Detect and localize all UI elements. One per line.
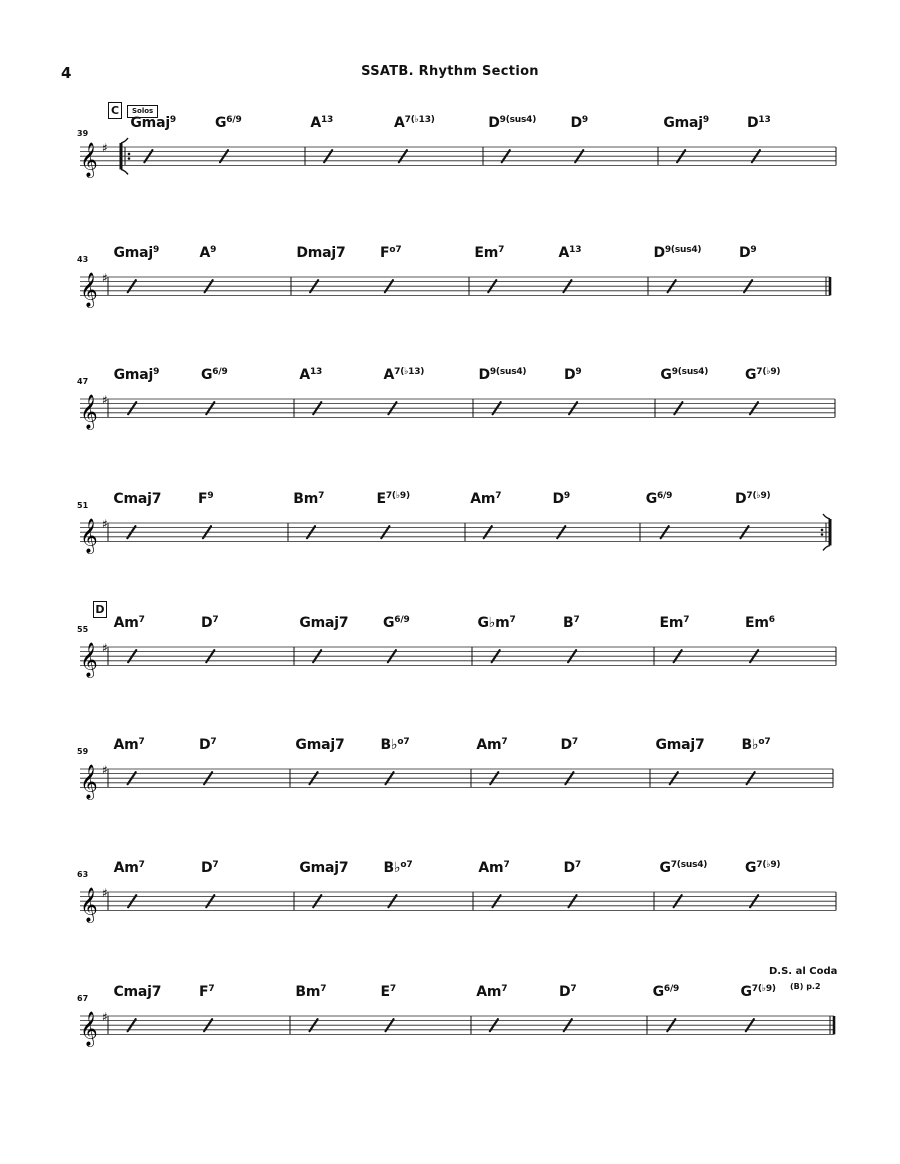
chord-extension: 7 xyxy=(212,615,219,625)
chord-extension: 9(sus4) xyxy=(489,367,527,377)
chord-symbol xyxy=(381,984,396,1000)
chord-extension: 7 xyxy=(138,860,145,870)
chord-extension: 7 xyxy=(495,491,502,501)
chord-root: F xyxy=(199,984,209,1000)
chord-symbol xyxy=(742,737,771,753)
rhythm-slash xyxy=(388,402,396,414)
rhythm-slash xyxy=(204,1019,212,1031)
chord-root: D xyxy=(747,115,759,131)
rhythm-slash xyxy=(128,402,136,414)
chord-extension: 6/9 xyxy=(226,115,242,125)
rhythm-slash xyxy=(128,280,136,292)
chord-root: G xyxy=(740,984,752,1000)
chord-root: B♭ xyxy=(383,860,401,876)
rhythm-slash xyxy=(386,1019,394,1031)
chord-symbol xyxy=(295,984,326,1000)
ds-al-coda-text: D.S. al Coda xyxy=(769,966,838,977)
chord-root: D xyxy=(201,615,213,631)
chord-root: G xyxy=(745,367,757,383)
rhythm-slash xyxy=(203,526,211,538)
chord-root: G xyxy=(645,491,657,507)
chord-extension: 9 xyxy=(153,367,160,377)
chord-root: D xyxy=(559,984,571,1000)
chord-symbol xyxy=(653,245,701,261)
chord-root: Gmaj xyxy=(113,367,154,383)
chord-root: D xyxy=(199,737,211,753)
key-signature-sharp-icon: ♯ xyxy=(102,886,108,900)
chord-symbol xyxy=(553,491,570,507)
rhythm-slash xyxy=(313,650,321,662)
chord-symbol xyxy=(559,984,576,1000)
chord-root: A xyxy=(299,367,310,383)
chord-symbol xyxy=(380,245,401,261)
chord-extension: 9(sus4) xyxy=(671,367,709,377)
chord-root: F xyxy=(380,245,390,261)
rhythm-slash xyxy=(399,150,407,162)
chord-symbol xyxy=(299,367,322,383)
measure-number: 67 xyxy=(77,994,89,1003)
chord-extension: 9(sus4) xyxy=(664,245,702,255)
rhythm-slash xyxy=(569,402,577,414)
chord-root: Cmaj7 xyxy=(113,984,162,1000)
chord-extension: 7 xyxy=(501,737,508,747)
chord-root: Am xyxy=(478,860,504,876)
chord-symbol xyxy=(571,115,588,131)
chord-root: Gmaj7 xyxy=(299,860,349,876)
rhythm-slash xyxy=(206,895,214,907)
chord-root: D xyxy=(488,115,500,131)
rhythm-slash xyxy=(568,650,576,662)
chord-symbol xyxy=(747,115,771,131)
chord-extension: 7(♭13) xyxy=(394,367,425,377)
chord-symbol xyxy=(215,115,242,131)
chord-root: D xyxy=(201,860,213,876)
rhythm-slash xyxy=(310,772,318,784)
chord-root: Am xyxy=(476,984,502,1000)
chord-symbol xyxy=(201,860,218,876)
chord-root: Bm xyxy=(295,984,321,1000)
chord-extension: o7 xyxy=(400,860,413,870)
chord-symbol xyxy=(476,737,507,753)
chord-symbol xyxy=(114,860,145,876)
rhythm-slash xyxy=(565,772,573,784)
chord-symbol xyxy=(113,245,159,261)
chord-root: Gmaj7 xyxy=(295,737,345,753)
rhythm-slash xyxy=(128,895,136,907)
rhythm-slash xyxy=(661,526,669,538)
chord-extension: 9 xyxy=(169,115,176,125)
chord-extension: 7(sus4) xyxy=(670,860,708,870)
treble-clef-icon: 𝄞 xyxy=(80,142,98,178)
chord-extension: 7(♭9) xyxy=(385,491,410,501)
chord-extension: 13 xyxy=(320,115,334,125)
chord-extension: 7(♭13) xyxy=(404,115,435,125)
rhythm-slash xyxy=(388,895,396,907)
chord-root: E xyxy=(376,491,386,507)
chord-extension: 7 xyxy=(503,860,510,870)
treble-clef-icon: 𝄞 xyxy=(80,394,98,430)
rhythm-slash xyxy=(385,280,393,292)
key-signature-sharp-icon: ♯ xyxy=(102,641,108,655)
chord-symbol xyxy=(478,860,509,876)
rhythm-slash xyxy=(381,526,389,538)
rhythm-slash xyxy=(741,526,749,538)
chord-symbol xyxy=(659,860,707,876)
chord-symbol xyxy=(299,615,348,631)
chord-extension: 9(sus4) xyxy=(499,115,537,125)
rhythm-slash xyxy=(490,772,498,784)
chord-symbol xyxy=(477,615,515,631)
chord-root: Am xyxy=(476,737,502,753)
measure-number: 51 xyxy=(77,501,89,510)
chord-root: Am xyxy=(470,491,496,507)
chord-symbol xyxy=(646,491,673,507)
treble-clef-icon: 𝄞 xyxy=(80,642,98,678)
chord-symbol xyxy=(653,984,680,1000)
chord-extension: 7 xyxy=(570,984,577,994)
chord-extension: 7 xyxy=(320,984,327,994)
chord-extension: 7 xyxy=(212,860,219,870)
rhythm-slash xyxy=(127,526,135,538)
chord-extension: 7 xyxy=(210,737,217,747)
chord-extension: o7 xyxy=(397,737,410,747)
chord-root: G♭m xyxy=(477,615,510,631)
treble-clef-icon: 𝄞 xyxy=(80,887,98,923)
chord-symbol xyxy=(394,115,435,131)
rhythm-slash xyxy=(493,895,501,907)
chord-root: D xyxy=(560,737,572,753)
rhythm-slash xyxy=(564,1019,572,1031)
rhythm-slash xyxy=(386,772,394,784)
chord-extension: 7 xyxy=(318,491,325,501)
chord-symbol xyxy=(659,615,689,631)
chord-root: D xyxy=(478,367,490,383)
chord-symbol xyxy=(563,615,580,631)
chord-extension: 7(♭9) xyxy=(746,491,771,501)
chord-extension: 7 xyxy=(138,737,145,747)
rhythm-slash xyxy=(492,650,500,662)
rhythm-slash xyxy=(128,1019,136,1031)
chord-symbol xyxy=(384,860,413,876)
chord-extension: 7 xyxy=(389,984,396,994)
chord-symbol xyxy=(564,860,581,876)
rhythm-slash xyxy=(752,150,760,162)
chord-symbol xyxy=(310,115,333,131)
treble-clef-icon: 𝄞 xyxy=(80,518,98,554)
chord-root: D xyxy=(552,491,564,507)
chord-root: A xyxy=(394,115,405,131)
chord-extension: o7 xyxy=(389,245,402,255)
chord-symbol xyxy=(739,245,756,261)
chord-symbol xyxy=(476,984,507,1000)
chord-symbol xyxy=(735,491,770,507)
chord-symbol xyxy=(745,860,780,876)
treble-clef-icon: 𝄞 xyxy=(80,1011,98,1047)
treble-clef-icon: 𝄞 xyxy=(80,764,98,800)
chord-extension: 6/9 xyxy=(663,984,680,994)
key-signature-sharp-icon: ♯ xyxy=(102,271,108,285)
rhythm-slash xyxy=(746,1019,754,1031)
chord-symbol xyxy=(130,115,176,131)
chord-extension: 13 xyxy=(758,115,771,125)
chord-root: G xyxy=(215,115,227,131)
chord-symbol xyxy=(201,367,228,383)
chord-root: Gmaj xyxy=(113,245,154,261)
measure-number: 63 xyxy=(77,870,89,879)
chord-root: A xyxy=(310,115,321,131)
chord-extension: 7 xyxy=(498,245,505,255)
chord-symbol xyxy=(295,737,344,753)
chord-extension: 7 xyxy=(571,737,578,747)
chord-symbol xyxy=(114,367,160,383)
chord-symbol xyxy=(559,245,582,261)
chord-extension: 13 xyxy=(310,367,323,377)
chord-root: A xyxy=(199,245,211,261)
chord-extension: 9 xyxy=(210,245,217,255)
chord-extension: 6/9 xyxy=(656,491,673,501)
chord-symbol xyxy=(745,615,775,631)
chord-extension: 6 xyxy=(768,615,775,625)
chord-root: D xyxy=(564,367,576,383)
rhythm-slash xyxy=(667,1019,675,1031)
chord-symbol xyxy=(561,737,578,753)
chord-symbol xyxy=(564,367,581,383)
page-number: 4 xyxy=(61,64,72,82)
key-signature-sharp-icon: ♯ xyxy=(102,517,108,531)
chord-extension: 7 xyxy=(573,615,580,625)
chord-extension: 7(♭9) xyxy=(756,860,781,870)
chord-root: D xyxy=(735,491,747,507)
chord-symbol xyxy=(741,984,776,1000)
rhythm-slash xyxy=(310,1019,318,1031)
chord-symbol xyxy=(198,491,213,507)
chord-root: G xyxy=(745,860,757,876)
rhythm-slash xyxy=(575,150,583,162)
chord-extension: 7 xyxy=(501,984,508,994)
rhythm-slash xyxy=(569,895,577,907)
chord-extension: 7(♭9) xyxy=(751,984,776,994)
rhythm-slash xyxy=(750,895,758,907)
chord-root: D xyxy=(563,860,575,876)
chord-root: Gmaj xyxy=(130,115,170,131)
chord-extension: 6/9 xyxy=(212,367,228,377)
rhythm-slash xyxy=(670,772,678,784)
rhythm-slash xyxy=(307,526,315,538)
chord-root: Cmaj7 xyxy=(113,491,162,507)
rhythm-slash xyxy=(144,150,152,162)
rhythm-slash xyxy=(310,280,318,292)
chord-extension: 9 xyxy=(207,491,214,501)
chord-symbol xyxy=(113,984,161,1000)
chord-symbol xyxy=(293,491,324,507)
chord-extension: o7 xyxy=(758,737,771,747)
measure-number: 55 xyxy=(77,625,89,634)
rehearsal-mark: C xyxy=(108,102,122,119)
chord-root: G xyxy=(383,615,395,631)
rhythm-slash xyxy=(563,280,571,292)
chord-root: Am xyxy=(113,737,139,753)
rhythm-slash xyxy=(488,280,496,292)
chord-symbol xyxy=(470,491,501,507)
chord-symbol xyxy=(296,245,345,261)
rhythm-slash xyxy=(220,150,228,162)
chord-extension: 13 xyxy=(569,245,582,255)
chord-root: Am xyxy=(113,860,139,876)
chord-symbol xyxy=(113,491,161,507)
rhythm-slash xyxy=(128,772,136,784)
chord-symbol xyxy=(478,367,526,383)
rhythm-slash xyxy=(668,280,676,292)
chord-root: D xyxy=(653,245,665,261)
chord-symbol xyxy=(663,115,709,131)
rhythm-slash xyxy=(204,772,212,784)
chord-extension: 9 xyxy=(575,367,582,377)
chord-root: Em xyxy=(745,615,769,631)
chord-root: B xyxy=(563,615,574,631)
ds-al-coda-sub: (B) p.2 xyxy=(790,982,821,991)
rhythm-slash xyxy=(324,150,332,162)
chord-root: Gmaj7 xyxy=(655,737,705,753)
chord-root: Gmaj xyxy=(663,115,703,131)
measure-number: 47 xyxy=(77,377,89,386)
rhythm-slash xyxy=(747,772,755,784)
chord-extension: 7 xyxy=(138,615,145,625)
chord-symbol xyxy=(474,245,504,261)
chord-symbol xyxy=(745,367,780,383)
rhythm-slash xyxy=(502,150,510,162)
chord-symbol xyxy=(299,860,348,876)
rhythm-slash xyxy=(484,526,492,538)
rhythm-slash xyxy=(128,650,136,662)
rhythm-slash xyxy=(493,402,501,414)
chord-root: Em xyxy=(474,245,499,261)
chord-symbol xyxy=(199,984,214,1000)
rhythm-slash xyxy=(490,1019,498,1031)
chord-extension: 9 xyxy=(702,115,709,125)
treble-clef-icon: 𝄞 xyxy=(80,272,98,308)
chord-extension: 7 xyxy=(683,615,690,625)
chord-symbol xyxy=(201,615,218,631)
rhythm-slash xyxy=(744,280,752,292)
key-signature-sharp-icon: ♯ xyxy=(102,393,108,407)
rhythm-slash xyxy=(677,150,685,162)
chord-root: G xyxy=(660,367,672,383)
rhythm-slash xyxy=(205,280,213,292)
rhythm-slash xyxy=(313,895,321,907)
chord-root: Am xyxy=(113,615,139,631)
rhythm-slash xyxy=(750,650,758,662)
chord-symbol xyxy=(660,367,708,383)
measure-number: 39 xyxy=(77,129,89,138)
chord-extension: 9 xyxy=(563,491,570,501)
chord-extension: 7 xyxy=(208,984,215,994)
chord-root: A xyxy=(558,245,570,261)
chord-symbol xyxy=(383,615,410,631)
key-signature-sharp-icon: ♯ xyxy=(102,141,108,155)
key-signature-sharp-icon: ♯ xyxy=(102,763,108,777)
chord-root: Dmaj7 xyxy=(296,245,346,261)
page-title: SSATB. Rhythm Section xyxy=(361,64,539,79)
chord-symbol xyxy=(114,615,145,631)
rhythm-slash xyxy=(674,895,682,907)
chord-symbol xyxy=(113,737,144,753)
rehearsal-mark: D xyxy=(93,601,107,618)
chord-root: G xyxy=(659,860,671,876)
rhythm-slash xyxy=(313,402,321,414)
rhythm-slash xyxy=(206,650,214,662)
chord-extension: 7(♭9) xyxy=(756,367,781,377)
chord-root: F xyxy=(198,491,208,507)
chord-extension: 7 xyxy=(509,615,516,625)
chord-extension: 9 xyxy=(153,245,160,255)
chord-root: D xyxy=(739,245,751,261)
rhythm-slash xyxy=(674,402,682,414)
measure-number: 43 xyxy=(77,255,89,264)
chord-root: E xyxy=(380,984,390,1000)
chord-extension: 9 xyxy=(750,245,757,255)
chord-extension: 9 xyxy=(581,115,588,125)
chord-root: B♭ xyxy=(380,737,398,753)
chord-symbol xyxy=(384,367,425,383)
chord-root: G xyxy=(201,367,213,383)
rhythm-slash xyxy=(750,402,758,414)
chord-root: Gmaj7 xyxy=(299,615,349,631)
chord-root: Bm xyxy=(293,491,319,507)
chord-root: Em xyxy=(659,615,684,631)
measure-number: 59 xyxy=(77,747,89,756)
chord-extension: 6/9 xyxy=(394,615,410,625)
chord-root: D xyxy=(570,115,582,131)
rhythm-slash xyxy=(206,402,214,414)
chord-symbol xyxy=(377,491,410,507)
chord-root: G xyxy=(652,984,664,1000)
rhythm-slash xyxy=(388,650,396,662)
rhythm-slash xyxy=(674,650,682,662)
chord-symbol xyxy=(200,245,217,261)
chord-symbol xyxy=(199,737,216,753)
key-signature-sharp-icon: ♯ xyxy=(102,1010,108,1024)
solos-label: Solos xyxy=(127,105,158,118)
chord-extension: 7 xyxy=(574,860,581,870)
chord-symbol xyxy=(381,737,410,753)
chord-root: B♭ xyxy=(741,737,759,753)
rhythm-slash xyxy=(557,526,565,538)
chord-root: A xyxy=(383,367,395,383)
chord-symbol xyxy=(488,115,536,131)
chord-symbol xyxy=(655,737,704,753)
